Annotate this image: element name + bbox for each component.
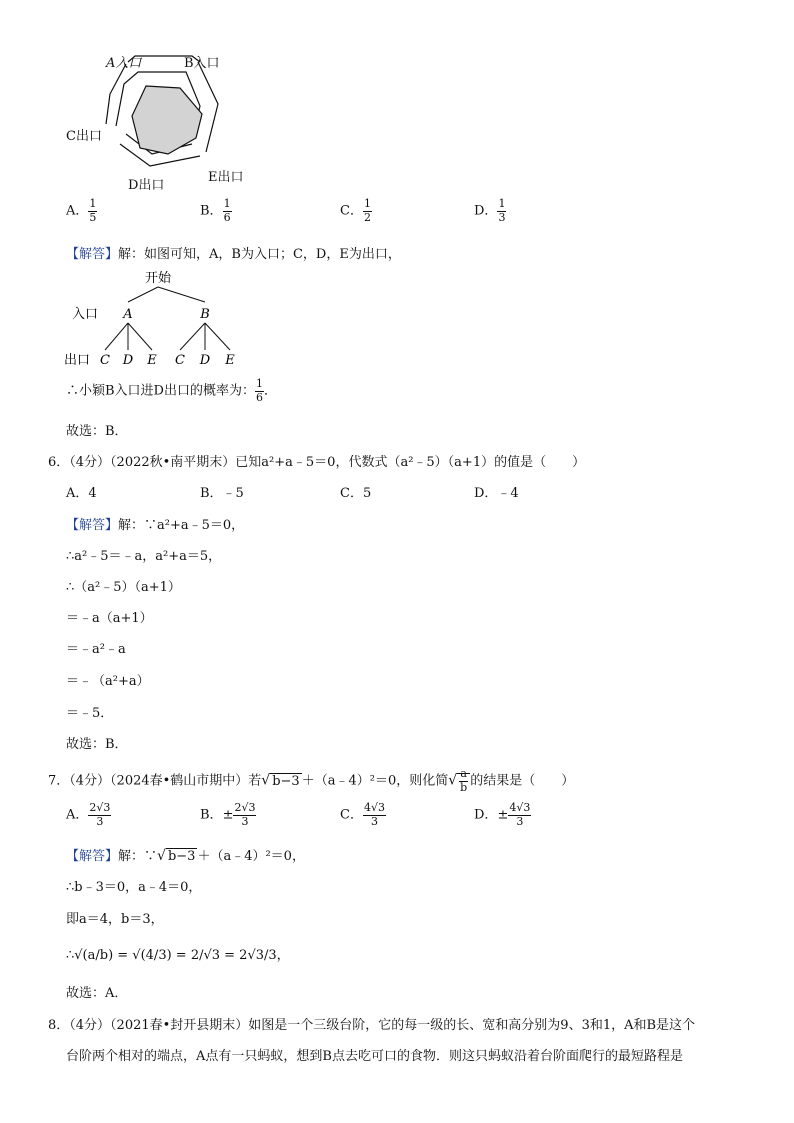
q6-answer-line: 【解答】解：∵a²+a﹣5＝0， bbox=[66, 518, 245, 533]
tree-exit-d-1: D bbox=[122, 353, 134, 368]
tree-entry-label: 入口 bbox=[72, 307, 99, 322]
q5-option-c[interactable]: C． $\frac{1}{2}$ bbox=[340, 197, 371, 224]
q7-choose: 故选：A． bbox=[66, 986, 128, 1001]
q8-stem-line1: 8．（4分）（2021春•封开县期末）如图是一个三级台阶，它的每一级的长、宽和高分别为9、3和1，A和B是这个 bbox=[48, 1018, 696, 1033]
label-e-exit: E出口 bbox=[208, 170, 244, 185]
label-b-entry: B入口 bbox=[184, 56, 220, 71]
tree-exit-label: 出口 bbox=[64, 353, 91, 368]
probability-tree bbox=[60, 268, 260, 373]
q7-step: ∴b﹣3＝0，a﹣4＝0， bbox=[66, 880, 202, 895]
q6-option-a[interactable]: A．4 bbox=[66, 486, 97, 501]
q6-step: ∴a²﹣5＝﹣a，a²+a＝5， bbox=[66, 549, 222, 564]
entry-exit-figure bbox=[60, 44, 290, 194]
tree-root: 开始 bbox=[144, 271, 172, 286]
q6-step: ＝﹣a（a+1） bbox=[66, 611, 153, 626]
q7-option-d[interactable]: D．± $\frac{4√3}{3}$ bbox=[474, 801, 531, 828]
q5-conclusion: ∴小颖B入口进D出口的概率为： $\frac{1}{6}$ ． bbox=[66, 377, 277, 404]
q8-stem-line2: 台阶两个相对的端点，A点有一只蚂蚁，想到B点去吃可口的食物．则这只蚂蚁沿着台阶面爬行的最短路程是 bbox=[66, 1049, 683, 1064]
q6-choose: 故选：B． bbox=[66, 737, 128, 752]
label-d-exit: D出口 bbox=[128, 178, 165, 193]
q7-option-c[interactable]: C． $\frac{4√3}{3}$ bbox=[340, 801, 385, 828]
q6-option-b[interactable]: B．﹣5 bbox=[200, 486, 244, 501]
q6-step: ＝﹣a²﹣a bbox=[66, 642, 126, 657]
answer-tag: 【解答】 bbox=[66, 247, 119, 262]
q6-option-d[interactable]: D．﹣4 bbox=[474, 486, 519, 501]
q6-option-c[interactable]: C．5 bbox=[340, 486, 372, 501]
q5-option-b[interactable]: B． $\frac{1}{6}$ bbox=[200, 197, 231, 224]
q5-option-a[interactable]: A． $\frac{1}{5}$ bbox=[66, 197, 97, 224]
q6-stem: 6．（4分）（2022秋•南平期末）已知a²+a﹣5＝0，代数式（a²﹣5）（a+1）的值是（ ） bbox=[48, 455, 586, 470]
q5-option-d[interactable]: D． $\frac{1}{3}$ bbox=[474, 197, 506, 224]
q5-answer-line: 【解答】解：如图可知，A，B为入口；C，D，E为出口， bbox=[66, 247, 401, 262]
outer-ring-left bbox=[106, 64, 126, 124]
tree-entry-b: B bbox=[200, 307, 210, 322]
tree-exit-e-2: E bbox=[225, 353, 235, 368]
q7-step: ∴√(a/b) = √(4/3) = 2/√3 = 2√3/3， bbox=[66, 948, 290, 963]
outer-ring-right bbox=[198, 62, 218, 152]
label-c-exit: C出口 bbox=[66, 129, 102, 144]
answer-tag: 【解答】 bbox=[66, 518, 119, 533]
tree-exit-c-2: C bbox=[175, 353, 185, 368]
q7-option-a[interactable]: A． $\frac{2√3}{3}$ bbox=[66, 801, 111, 828]
q6-step: ＝﹣5． bbox=[66, 706, 114, 721]
tree-entry-a: A bbox=[123, 307, 133, 322]
q7-stem: 7．（4分）（2024春•鹤山市期中）若√ b−3 ＋（a﹣4）²＝0，则化简√ $\frac{a}{b}$ 的结果是（ ） bbox=[48, 767, 575, 794]
tree-exit-c-1: C bbox=[100, 353, 110, 368]
q7-step: 即a＝4，b＝3， bbox=[66, 912, 164, 927]
q7-option-b[interactable]: B．± $\frac{2√3}{3}$ bbox=[200, 801, 256, 828]
tree-exit-d-2: D bbox=[199, 353, 211, 368]
tree-exit-e-1: E bbox=[147, 353, 157, 368]
answer-tag: 【解答】 bbox=[66, 849, 119, 864]
q7-answer-line: 【解答】解：∵√ b−3 ＋（a﹣4）²＝0， bbox=[66, 848, 305, 864]
q6-step: ∴（a²﹣5）（a+1） bbox=[66, 580, 181, 595]
label-a-entry: A入口 bbox=[106, 56, 142, 71]
q5-choose: 故选：B． bbox=[66, 424, 128, 439]
q6-step: ＝﹣（a²+a） bbox=[66, 674, 150, 689]
